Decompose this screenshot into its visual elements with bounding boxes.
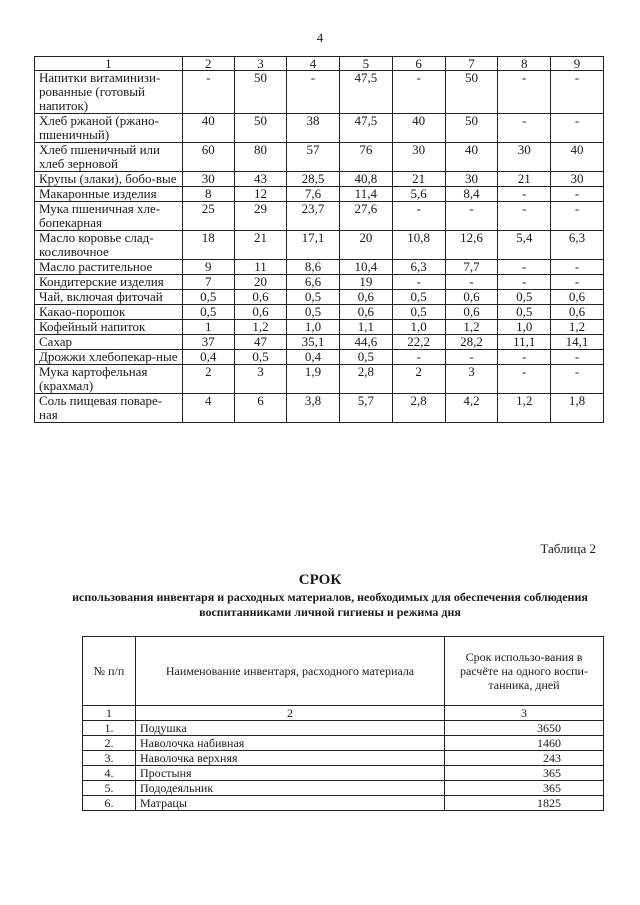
value-cell: - bbox=[287, 71, 340, 114]
value-cell: 28,5 bbox=[287, 172, 340, 187]
value-cell: 27,6 bbox=[339, 202, 392, 231]
value-cell: 44,6 bbox=[339, 335, 392, 350]
value-cell: 0,5 bbox=[234, 350, 286, 365]
value-cell: 1,0 bbox=[287, 320, 340, 335]
value-cell: 1,0 bbox=[498, 320, 551, 335]
header-cell: 7 bbox=[445, 57, 498, 71]
table-row bbox=[83, 796, 604, 811]
value-cell: - bbox=[498, 350, 551, 365]
value-cell: 40 bbox=[445, 143, 498, 172]
value-cell: 40,8 bbox=[339, 172, 392, 187]
value-cell: - bbox=[498, 114, 551, 143]
value-cell: - bbox=[551, 187, 604, 202]
value-cell: 3,8 bbox=[287, 394, 340, 423]
value-cell: 7,7 bbox=[445, 260, 498, 275]
product-name-cell: Крупы (злаки), бобо-вые bbox=[35, 172, 183, 187]
value-cell: - bbox=[445, 275, 498, 290]
value-cell: 1,0 bbox=[392, 320, 445, 335]
value-cell: - bbox=[498, 365, 551, 394]
value-cell: 21 bbox=[234, 231, 286, 260]
value-cell: 3 bbox=[234, 365, 286, 394]
value-cell: 1,2 bbox=[498, 394, 551, 423]
value-cell: 21 bbox=[498, 172, 551, 187]
value-cell: 47,5 bbox=[339, 114, 392, 143]
product-name-cell: Масло растительное bbox=[35, 260, 183, 275]
value-cell: 6 bbox=[234, 394, 286, 423]
value-cell: 19 bbox=[339, 275, 392, 290]
value-cell: 0,6 bbox=[551, 305, 604, 320]
table-row bbox=[83, 736, 604, 751]
section-subheading: использования инвентаря и расходных материалов, необходимых для обеспечения соблюдения воспитанниками личной гигиены и режима дня bbox=[72, 590, 588, 619]
table1-header-row bbox=[35, 57, 604, 71]
value-cell: 60 bbox=[182, 143, 234, 172]
item-number-cell: 6. bbox=[83, 796, 136, 811]
value-cell: 0,6 bbox=[234, 305, 286, 320]
header-cell: 8 bbox=[498, 57, 551, 71]
header-cell: 4 bbox=[287, 57, 340, 71]
section-heading: СРОК bbox=[298, 572, 342, 588]
value-cell: 5,7 bbox=[339, 394, 392, 423]
value-cell: 0,5 bbox=[498, 290, 551, 305]
page-number: 4 bbox=[316, 30, 324, 45]
value-cell: 25 bbox=[182, 202, 234, 231]
product-name-cell: Кондитерские изделия bbox=[35, 275, 183, 290]
product-name-cell: Напитки витаминизи-рованные (готовый напиток) bbox=[35, 71, 183, 114]
table-row bbox=[83, 751, 604, 766]
col-number-header: № п/п bbox=[83, 637, 136, 706]
header-cell: 2 bbox=[182, 57, 234, 71]
table-row bbox=[35, 275, 604, 290]
value-cell: 7,6 bbox=[287, 187, 340, 202]
value-cell: 40 bbox=[551, 143, 604, 172]
index-cell: 3 bbox=[445, 706, 604, 721]
value-cell: 0,6 bbox=[445, 290, 498, 305]
table-row bbox=[35, 350, 604, 365]
value-cell: 1,8 bbox=[551, 394, 604, 423]
table-row bbox=[35, 172, 604, 187]
value-cell: 4,2 bbox=[445, 394, 498, 423]
value-cell: 11,4 bbox=[339, 187, 392, 202]
value-cell: 0,5 bbox=[392, 305, 445, 320]
table-row bbox=[83, 721, 604, 736]
value-cell: 50 bbox=[445, 71, 498, 114]
value-cell: 2,8 bbox=[339, 365, 392, 394]
value-cell: - bbox=[551, 365, 604, 394]
value-cell: - bbox=[445, 202, 498, 231]
product-name-cell: Макаронные изделия bbox=[35, 187, 183, 202]
table-row bbox=[35, 202, 604, 231]
value-cell: 2 bbox=[182, 365, 234, 394]
value-cell: - bbox=[498, 202, 551, 231]
hygiene-items-table bbox=[82, 636, 604, 811]
table-row bbox=[35, 114, 604, 143]
table-row bbox=[83, 781, 604, 796]
value-cell: 3 bbox=[445, 365, 498, 394]
value-cell: 11,1 bbox=[498, 335, 551, 350]
value-cell: 0,6 bbox=[445, 305, 498, 320]
value-cell: 80 bbox=[234, 143, 286, 172]
value-cell: 43 bbox=[234, 172, 286, 187]
value-cell: 8 bbox=[182, 187, 234, 202]
value-cell: 0,6 bbox=[339, 305, 392, 320]
value-cell: 9 bbox=[182, 260, 234, 275]
header-cell: 9 bbox=[551, 57, 604, 71]
table2-caption: Таблица 2 bbox=[540, 541, 596, 556]
value-cell: - bbox=[551, 202, 604, 231]
header-cell: 1 bbox=[35, 57, 183, 71]
value-cell: 1 bbox=[182, 320, 234, 335]
value-cell: 30 bbox=[182, 172, 234, 187]
item-name-cell: Пододеяльник bbox=[136, 781, 445, 796]
table2-header-row bbox=[83, 637, 604, 706]
value-cell: - bbox=[498, 275, 551, 290]
value-cell: 50 bbox=[445, 114, 498, 143]
table-row bbox=[35, 335, 604, 350]
table-row bbox=[35, 305, 604, 320]
value-cell: 0,4 bbox=[182, 350, 234, 365]
table-row bbox=[35, 143, 604, 172]
value-cell: 0,6 bbox=[339, 290, 392, 305]
item-days-cell: 1460 bbox=[445, 736, 604, 751]
item-number-cell: 5. bbox=[83, 781, 136, 796]
value-cell: 47 bbox=[234, 335, 286, 350]
value-cell: 50 bbox=[234, 71, 286, 114]
item-number-cell: 1. bbox=[83, 721, 136, 736]
value-cell: 40 bbox=[182, 114, 234, 143]
product-name-cell: Хлеб пшеничный или хлеб зерновой bbox=[35, 143, 183, 172]
product-name-cell: Дрожжи хлебопекар-ные bbox=[35, 350, 183, 365]
value-cell: - bbox=[392, 202, 445, 231]
value-cell: 22,2 bbox=[392, 335, 445, 350]
value-cell: - bbox=[392, 275, 445, 290]
product-name-cell: Какао-порошок bbox=[35, 305, 183, 320]
value-cell: 0,4 bbox=[287, 350, 340, 365]
value-cell: 8,4 bbox=[445, 187, 498, 202]
value-cell: - bbox=[392, 350, 445, 365]
table-row bbox=[35, 231, 604, 260]
value-cell: 1,2 bbox=[445, 320, 498, 335]
item-days-cell: 3650 bbox=[445, 721, 604, 736]
value-cell: 7 bbox=[182, 275, 234, 290]
value-cell: 0,5 bbox=[182, 305, 234, 320]
value-cell: 23,7 bbox=[287, 202, 340, 231]
value-cell: 1,2 bbox=[551, 320, 604, 335]
table-row bbox=[35, 320, 604, 335]
item-name-cell: Подушка bbox=[136, 721, 445, 736]
item-days-cell: 1825 bbox=[445, 796, 604, 811]
value-cell: 11 bbox=[234, 260, 286, 275]
value-cell: - bbox=[498, 71, 551, 114]
value-cell: - bbox=[182, 71, 234, 114]
value-cell: 47,5 bbox=[339, 71, 392, 114]
value-cell: - bbox=[392, 71, 445, 114]
value-cell: 0,5 bbox=[287, 305, 340, 320]
item-days-cell: 365 bbox=[445, 766, 604, 781]
value-cell: 30 bbox=[551, 172, 604, 187]
value-cell: - bbox=[551, 275, 604, 290]
product-name-cell: Мука пшеничная хле-бопекарная bbox=[35, 202, 183, 231]
product-name-cell: Масло коровье слад-косливочное bbox=[35, 231, 183, 260]
product-name-cell: Сахар bbox=[35, 335, 183, 350]
header-cell: 3 bbox=[234, 57, 286, 71]
value-cell: 76 bbox=[339, 143, 392, 172]
value-cell: 38 bbox=[287, 114, 340, 143]
item-days-cell: 243 bbox=[445, 751, 604, 766]
product-name-cell: Хлеб ржаной (ржано-пшеничный) bbox=[35, 114, 183, 143]
value-cell: - bbox=[551, 71, 604, 114]
header-cell: 6 bbox=[392, 57, 445, 71]
index-cell: 1 bbox=[83, 706, 136, 721]
table-row bbox=[35, 290, 604, 305]
table2-index-row bbox=[83, 706, 604, 721]
value-cell: 2 bbox=[392, 365, 445, 394]
product-name-cell: Мука картофельная (крахмал) bbox=[35, 365, 183, 394]
value-cell: 6,3 bbox=[551, 231, 604, 260]
table-row bbox=[35, 365, 604, 394]
item-name-cell: Простыня bbox=[136, 766, 445, 781]
value-cell: 12,6 bbox=[445, 231, 498, 260]
value-cell: - bbox=[498, 187, 551, 202]
value-cell: - bbox=[551, 350, 604, 365]
item-name-cell: Наволочка верхняя bbox=[136, 751, 445, 766]
header-cell: 5 bbox=[339, 57, 392, 71]
table-row bbox=[35, 394, 604, 423]
value-cell: 30 bbox=[392, 143, 445, 172]
value-cell: 0,5 bbox=[182, 290, 234, 305]
index-cell: 2 bbox=[136, 706, 445, 721]
value-cell: 5,4 bbox=[498, 231, 551, 260]
value-cell: 1,2 bbox=[234, 320, 286, 335]
value-cell: 0,5 bbox=[498, 305, 551, 320]
product-name-cell: Соль пищевая поваре-ная bbox=[35, 394, 183, 423]
value-cell: - bbox=[551, 114, 604, 143]
col-days-header: Срок использо-вания в расчёте на одного воспи-танника, дней bbox=[445, 637, 604, 706]
value-cell: 28,2 bbox=[445, 335, 498, 350]
value-cell: - bbox=[498, 260, 551, 275]
product-name-cell: Чай, включая фиточай bbox=[35, 290, 183, 305]
value-cell: 57 bbox=[287, 143, 340, 172]
food-norms-table bbox=[34, 56, 604, 423]
item-number-cell: 3. bbox=[83, 751, 136, 766]
value-cell: - bbox=[551, 260, 604, 275]
value-cell: 0,5 bbox=[339, 350, 392, 365]
item-number-cell: 4. bbox=[83, 766, 136, 781]
value-cell: 14,1 bbox=[551, 335, 604, 350]
table-row bbox=[35, 260, 604, 275]
value-cell: 5,6 bbox=[392, 187, 445, 202]
value-cell: 6,6 bbox=[287, 275, 340, 290]
value-cell: 20 bbox=[339, 231, 392, 260]
table-row bbox=[35, 71, 604, 114]
value-cell: - bbox=[445, 350, 498, 365]
value-cell: 40 bbox=[392, 114, 445, 143]
value-cell: 17,1 bbox=[287, 231, 340, 260]
value-cell: 35,1 bbox=[287, 335, 340, 350]
value-cell: 12 bbox=[234, 187, 286, 202]
value-cell: 29 bbox=[234, 202, 286, 231]
value-cell: 2,8 bbox=[392, 394, 445, 423]
item-days-cell: 365 bbox=[445, 781, 604, 796]
col-name-header: Наименование инвентаря, расходного материала bbox=[136, 637, 445, 706]
table-row bbox=[35, 187, 604, 202]
value-cell: 4 bbox=[182, 394, 234, 423]
value-cell: 8,6 bbox=[287, 260, 340, 275]
product-name-cell: Кофейный напиток bbox=[35, 320, 183, 335]
value-cell: 30 bbox=[498, 143, 551, 172]
value-cell: 18 bbox=[182, 231, 234, 260]
value-cell: 1,1 bbox=[339, 320, 392, 335]
item-name-cell: Матрацы bbox=[136, 796, 445, 811]
value-cell: 6,3 bbox=[392, 260, 445, 275]
value-cell: 0,5 bbox=[392, 290, 445, 305]
value-cell: 20 bbox=[234, 275, 286, 290]
value-cell: 50 bbox=[234, 114, 286, 143]
table-row bbox=[83, 766, 604, 781]
item-number-cell: 2. bbox=[83, 736, 136, 751]
value-cell: 30 bbox=[445, 172, 498, 187]
value-cell: 0,5 bbox=[287, 290, 340, 305]
value-cell: 10,8 bbox=[392, 231, 445, 260]
value-cell: 0,6 bbox=[234, 290, 286, 305]
value-cell: 21 bbox=[392, 172, 445, 187]
value-cell: 1,9 bbox=[287, 365, 340, 394]
item-name-cell: Наволочка набивная bbox=[136, 736, 445, 751]
value-cell: 0,6 bbox=[551, 290, 604, 305]
value-cell: 10,4 bbox=[339, 260, 392, 275]
value-cell: 37 bbox=[182, 335, 234, 350]
